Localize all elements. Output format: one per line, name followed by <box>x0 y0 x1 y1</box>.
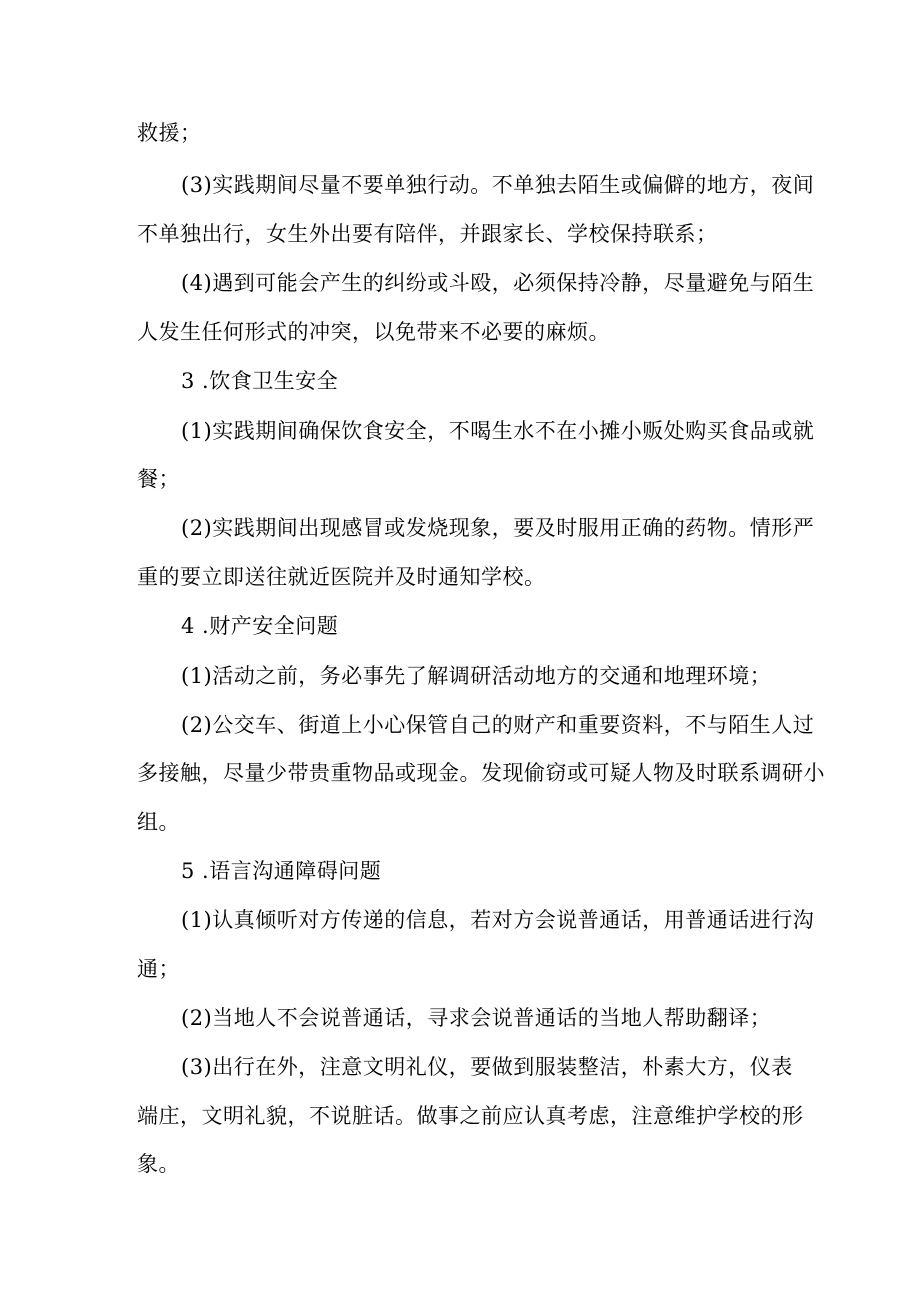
paragraph-line: (3)出行在外，注意文明礼仪，要做到服装整洁，朴素大方，仪表 <box>181 1055 793 1079</box>
paragraph-line: 餐； <box>137 467 180 491</box>
paragraph-line: (2)实践期间出现感冒或发烧现象，要及时服用正确的药物。情形严 <box>181 516 815 540</box>
section-heading: 3 .饮食卫生安全 <box>181 369 339 393</box>
paragraph-line: 端庄，文明礼貌，不说脏话。做事之前应认真考虑，注意维护学校的形 <box>137 1104 804 1128</box>
paragraph-line: 人发生任何形式的冲突，以免带来不必要的麻烦。 <box>137 320 610 344</box>
section-heading: 4 .财产安全问题 <box>181 614 339 638</box>
paragraph-line: 不单独出行，女生外出要有陪伴，并跟家长、学校保持联系； <box>137 222 718 246</box>
paragraph-line: 救援； <box>137 121 202 145</box>
paragraph-line: (1)活动之前，务必事先了解调研活动地方的交通和地理环境； <box>181 664 772 688</box>
paragraph-line: (3)实践期间尽量不要单独行动。不单独去陌生或偏僻的地方，夜间 <box>181 173 815 197</box>
paragraph-line: 象。 <box>137 1152 180 1176</box>
section-heading: 5 .语言沟通障碍问题 <box>181 859 382 883</box>
paragraph-line: (1)实践期间确保饮食安全，不喝生水不在小摊小贩处购买食品或就 <box>181 419 815 443</box>
paragraph-line: 组。 <box>137 810 180 834</box>
paragraph-line: (2)公交车、街道上小心保管自己的财产和重要资料，不与陌生人过 <box>181 713 815 737</box>
paragraph-line: 多接触，尽量少带贵重物品或现金。发现偷窃或可疑人物及时联系调研小 <box>137 761 825 785</box>
paragraph-line: (2)当地人不会说普通话，寻求会说普通话的当地人帮助翻译； <box>181 1006 772 1030</box>
paragraph-line: (4)遇到可能会产生的纠纷或斗殴，必须保持冷静，尽量避免与陌生 <box>181 271 815 295</box>
paragraph-line: 通； <box>137 957 180 981</box>
paragraph-line: (1)认真倾听对方传递的信息，若对方会说普通话，用普通话进行沟 <box>181 908 815 932</box>
paragraph-line: 重的要立即送往就近医院并及时通知学校。 <box>137 565 546 589</box>
